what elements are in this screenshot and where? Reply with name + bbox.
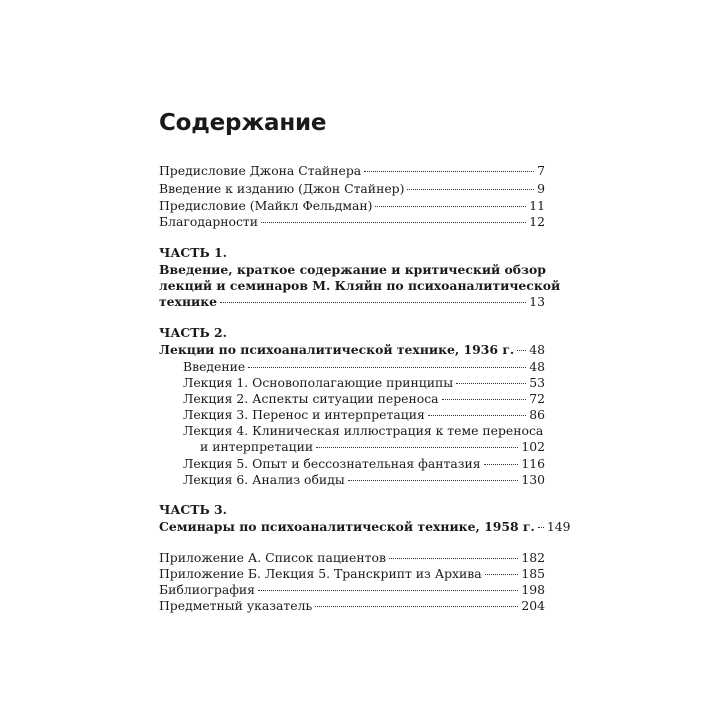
dot-leader bbox=[315, 606, 518, 607]
dot-leader bbox=[375, 206, 526, 207]
toc-entry-appendix-a[interactable] bbox=[159, 550, 545, 566]
toc-entry-label: Приложение А. Список пациентов bbox=[159, 550, 386, 565]
dot-leader bbox=[538, 527, 544, 528]
toc-entry-page: 48 bbox=[529, 359, 545, 374]
part-1-title-line-2: лекций и семинаров М. Кляйн по психоаналитической bbox=[159, 278, 561, 293]
toc-entry-page: 12 bbox=[529, 214, 545, 229]
toc-entry-part-3[interactable] bbox=[159, 519, 571, 535]
dot-leader bbox=[484, 464, 519, 465]
toc-entry-part-2[interactable] bbox=[159, 342, 545, 358]
dot-leader bbox=[456, 383, 526, 384]
toc-entry-label: Приложение Б. Лекция 5. Транскрипт из Архива bbox=[159, 566, 482, 581]
toc-entry-label: Лекция 2. Аспекты ситуации переноса bbox=[183, 391, 439, 406]
toc-entry-lecture-5[interactable] bbox=[183, 456, 545, 472]
dot-leader bbox=[517, 350, 526, 351]
toc-entry-page: 102 bbox=[521, 439, 545, 454]
toc-entry-page: 182 bbox=[521, 550, 545, 565]
dot-leader bbox=[248, 367, 526, 368]
toc-entry-lecture-4[interactable] bbox=[200, 439, 545, 455]
dot-leader bbox=[261, 222, 526, 223]
toc-entry-page: 86 bbox=[529, 407, 545, 422]
toc-entry-label: Лекция 3. Перенос и интерпретация bbox=[183, 407, 425, 422]
toc-entry-acknowledgements[interactable] bbox=[159, 214, 545, 230]
toc-entry-label: Лекции по психоаналитической технике, 1936 г. bbox=[159, 342, 515, 357]
dot-leader bbox=[407, 189, 534, 190]
dot-leader bbox=[442, 399, 527, 400]
toc-entry-label: Предисловие (Майкл Фельдман) bbox=[159, 198, 373, 213]
dot-leader bbox=[428, 415, 526, 416]
toc-entry-page: 149 bbox=[546, 519, 571, 534]
toc-entry-lecture-2[interactable] bbox=[183, 391, 545, 407]
dot-leader bbox=[485, 574, 519, 575]
toc-entry-page: 7 bbox=[537, 163, 545, 178]
toc-entry-label: Библиография bbox=[159, 582, 255, 597]
toc-entry-page: 198 bbox=[521, 582, 545, 597]
part-3-heading: ЧАСТЬ 3. bbox=[159, 502, 227, 517]
toc-entry-bibliography[interactable] bbox=[159, 582, 545, 598]
toc-entry-label: технике bbox=[159, 294, 218, 309]
toc-entry-lecture-4-line-1: Лекция 4. Клиническая иллюстрация к теме переноса bbox=[183, 423, 544, 438]
toc-entry-part-1[interactable] bbox=[159, 294, 545, 310]
toc-entry-lecture-3[interactable] bbox=[183, 407, 545, 423]
toc-entry-page: 53 bbox=[529, 375, 545, 390]
dot-leader bbox=[316, 447, 518, 448]
toc-entry-label: Введение bbox=[183, 359, 246, 374]
toc-entry-label: Лекция 6. Анализ обиды bbox=[183, 472, 345, 487]
toc-entry-page: 13 bbox=[529, 294, 545, 309]
toc-entry-label: Семинары по психоаналитической технике, 1958 г. bbox=[159, 519, 535, 534]
toc-entry-page: 116 bbox=[521, 456, 545, 471]
toc-entry-part-2-introduction[interactable] bbox=[183, 359, 545, 375]
dot-leader bbox=[389, 558, 518, 559]
toc-entry-label: Предисловие Джона Стайнера bbox=[159, 163, 362, 178]
toc-entry-label: Введение к изданию (Джон Стайнер) bbox=[159, 181, 405, 196]
page-title: Содержание bbox=[159, 110, 327, 136]
part-1-title-line-1: Введение, краткое содержание и критический обзор bbox=[159, 262, 546, 277]
toc-entry-page: 72 bbox=[529, 391, 545, 406]
dot-leader bbox=[348, 480, 519, 481]
dot-leader bbox=[220, 302, 526, 303]
toc-entry-lecture-6[interactable] bbox=[183, 472, 545, 488]
toc-entry-appendix-b[interactable] bbox=[159, 566, 545, 582]
toc-entry-introduction-edition[interactable] bbox=[159, 181, 545, 197]
toc-entry-subject-index[interactable] bbox=[159, 598, 545, 614]
toc-entry-page: 9 bbox=[537, 181, 545, 196]
toc-entry-preface-steiner[interactable] bbox=[159, 163, 545, 179]
dot-leader bbox=[364, 171, 534, 172]
toc-entry-page: 204 bbox=[521, 598, 545, 613]
toc-entry-page: 130 bbox=[521, 472, 545, 487]
toc-entry-page: 48 bbox=[529, 342, 545, 357]
toc-entry-label: Лекция 1. Основополагающие принципы bbox=[183, 375, 454, 390]
toc-entry-label: Предметный указатель bbox=[159, 598, 313, 613]
toc-entry-page: 185 bbox=[521, 566, 545, 581]
part-2-heading: ЧАСТЬ 2. bbox=[159, 325, 227, 340]
toc-entry-label: и интерпретации bbox=[200, 439, 314, 454]
dot-leader bbox=[258, 590, 518, 591]
toc-entry-lecture-1[interactable] bbox=[183, 375, 545, 391]
toc-entry-label: Лекция 5. Опыт и бессознательная фантазия bbox=[183, 456, 481, 471]
toc-entry-label: Благодарности bbox=[159, 214, 259, 229]
toc-entry-preface-feldman[interactable] bbox=[159, 198, 545, 214]
toc-entry-page: 11 bbox=[529, 198, 545, 213]
part-1-heading: ЧАСТЬ 1. bbox=[159, 245, 227, 260]
